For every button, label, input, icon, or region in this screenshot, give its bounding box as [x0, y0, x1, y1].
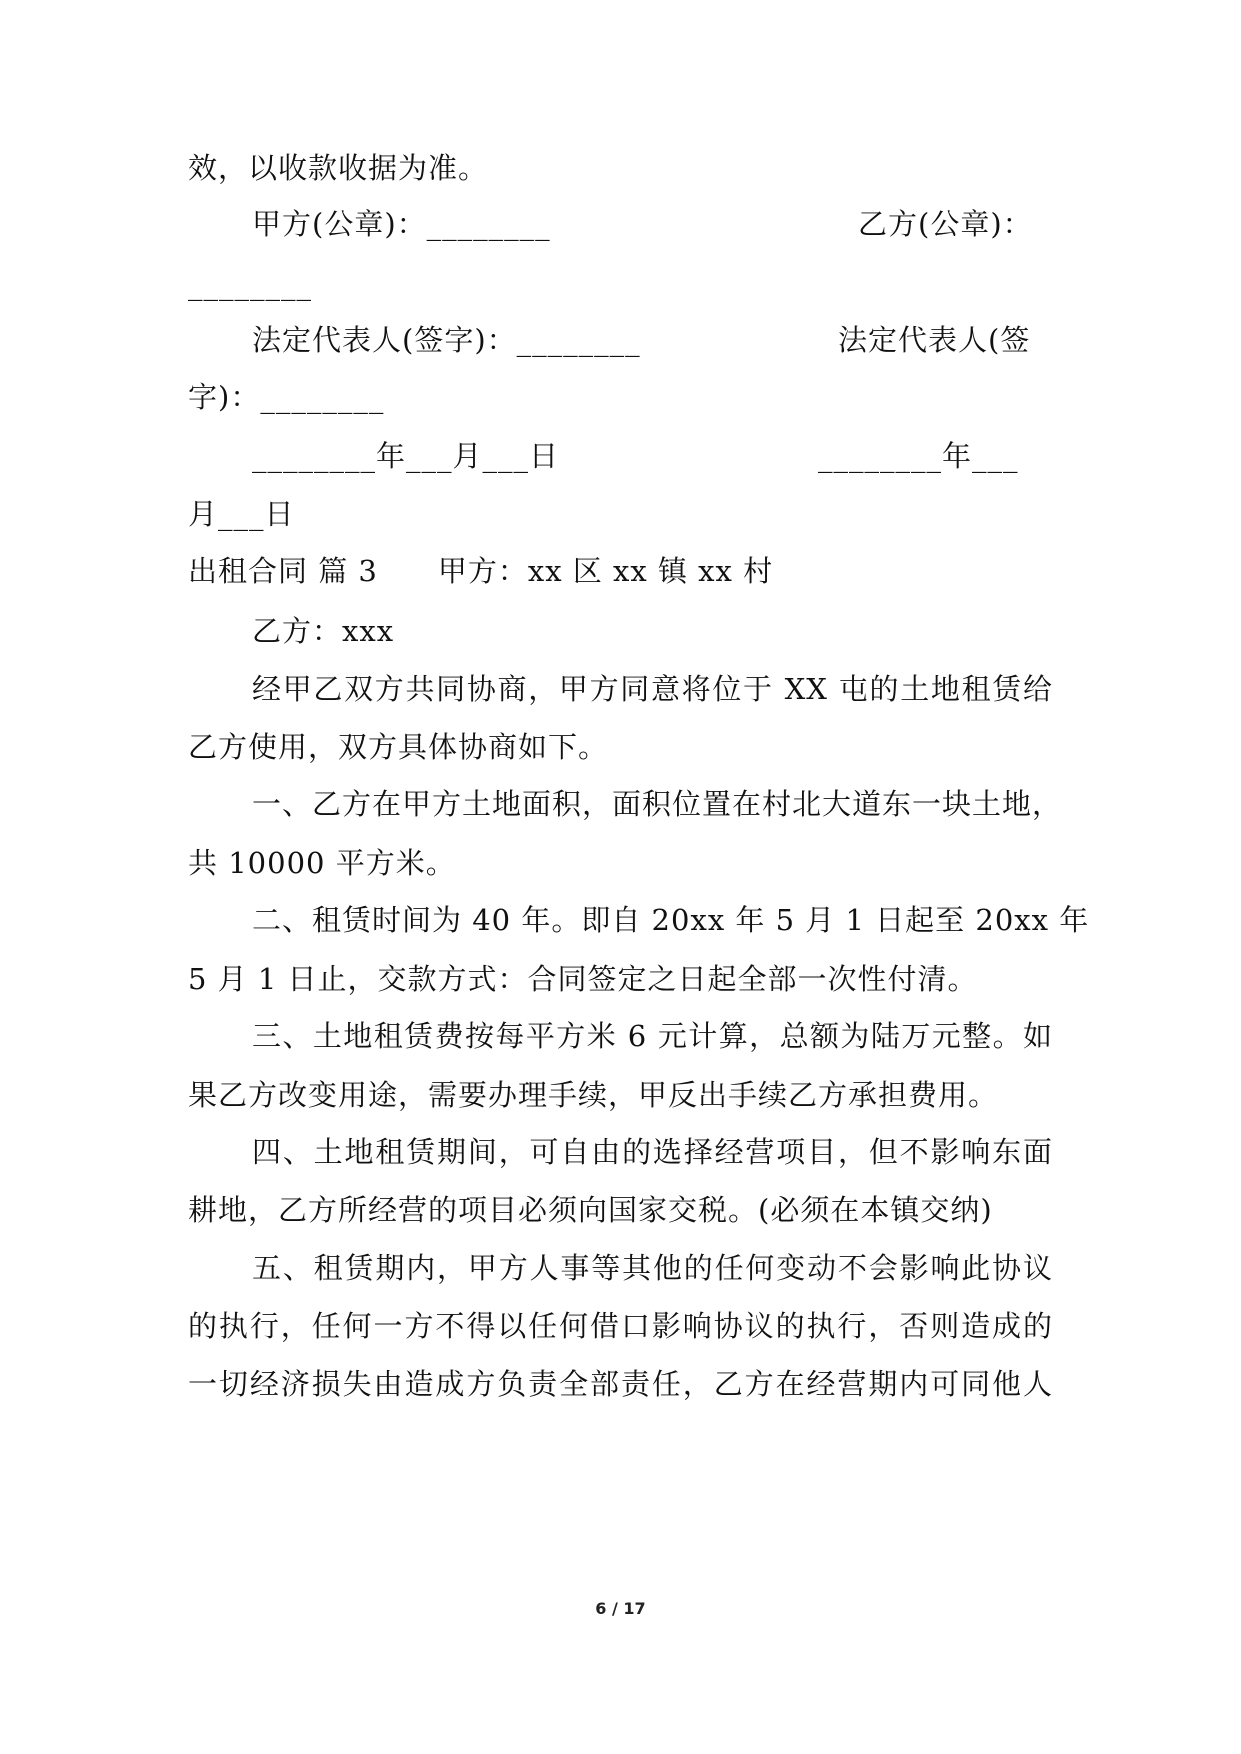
- party-b-seal-label: 乙方(公章)：: [858, 207, 1033, 241]
- text-line: 效，以收款收据为准。: [188, 151, 489, 185]
- clause-4-line: 耕地，乙方所经营的项目必须向国家交税。(必须在本镇交纳): [188, 1193, 993, 1227]
- clause-5-line: 的执行，任何一方不得以任何借口影响协议的执行，否则造成的: [188, 1309, 1053, 1343]
- party-a-name: 甲方：xx 区 xx 镇 xx 村: [437, 554, 774, 588]
- party-a-date-line: ________年___月___日: [252, 439, 560, 473]
- contract-title: 出租合同 篇 3: [188, 554, 378, 588]
- clause-2-line: 5 月 1 日止，交款方式：合同签定之日起全部一次性付清。: [188, 962, 978, 996]
- party-b-date-continued: 月___日: [188, 497, 295, 531]
- clause-3-line: 三、土地租赁费按每平方米 6 元计算，总额为陆万元整。如: [252, 1019, 1053, 1053]
- party-b-seal-blank: ________: [188, 267, 312, 301]
- clause-5-line: 一切经济损失由造成方负责全部责任，乙方在经营期内可同他人: [188, 1367, 1053, 1401]
- clause-1-line: 一、乙方在甲方土地面积，面积位置在村北大道东一块土地，: [252, 787, 1063, 821]
- party-a-seal-line: 甲方(公章)：________: [252, 207, 551, 241]
- clause-4-line: 四、土地租赁期间，可自由的选择经营项目，但不影响东面: [252, 1135, 1053, 1169]
- section-heading: [188, 551, 773, 591]
- party-b-name: 乙方：xxx: [252, 614, 395, 648]
- party-b-representative-blank: 字)：________: [188, 380, 385, 414]
- party-b-representative-label: 法定代表人(签: [838, 323, 1031, 357]
- clause-5-line: 五、租赁期内，甲方人事等其他的任何变动不会影响此协议: [252, 1251, 1053, 1285]
- paragraph-line: 乙方使用，双方具体协商如下。: [188, 730, 609, 764]
- page-number: 6 / 17: [595, 1599, 646, 1618]
- party-b-date-line: ________年___: [818, 439, 1019, 473]
- clause-2-line: 二、租赁时间为 40 年。即自 20xx 年 5 月 1 日起至 20xx 年: [252, 903, 1090, 937]
- paragraph-line: 经甲乙双方共同协商，甲方同意将位于 XX 屯的土地租赁给: [252, 672, 1053, 706]
- clause-1-line: 共 10000 平方米。: [188, 846, 456, 880]
- clause-3-line: 果乙方改变用途，需要办理手续，甲反出手续乙方承担费用。: [188, 1078, 999, 1112]
- party-a-representative-line: 法定代表人(签字)：________: [252, 323, 641, 357]
